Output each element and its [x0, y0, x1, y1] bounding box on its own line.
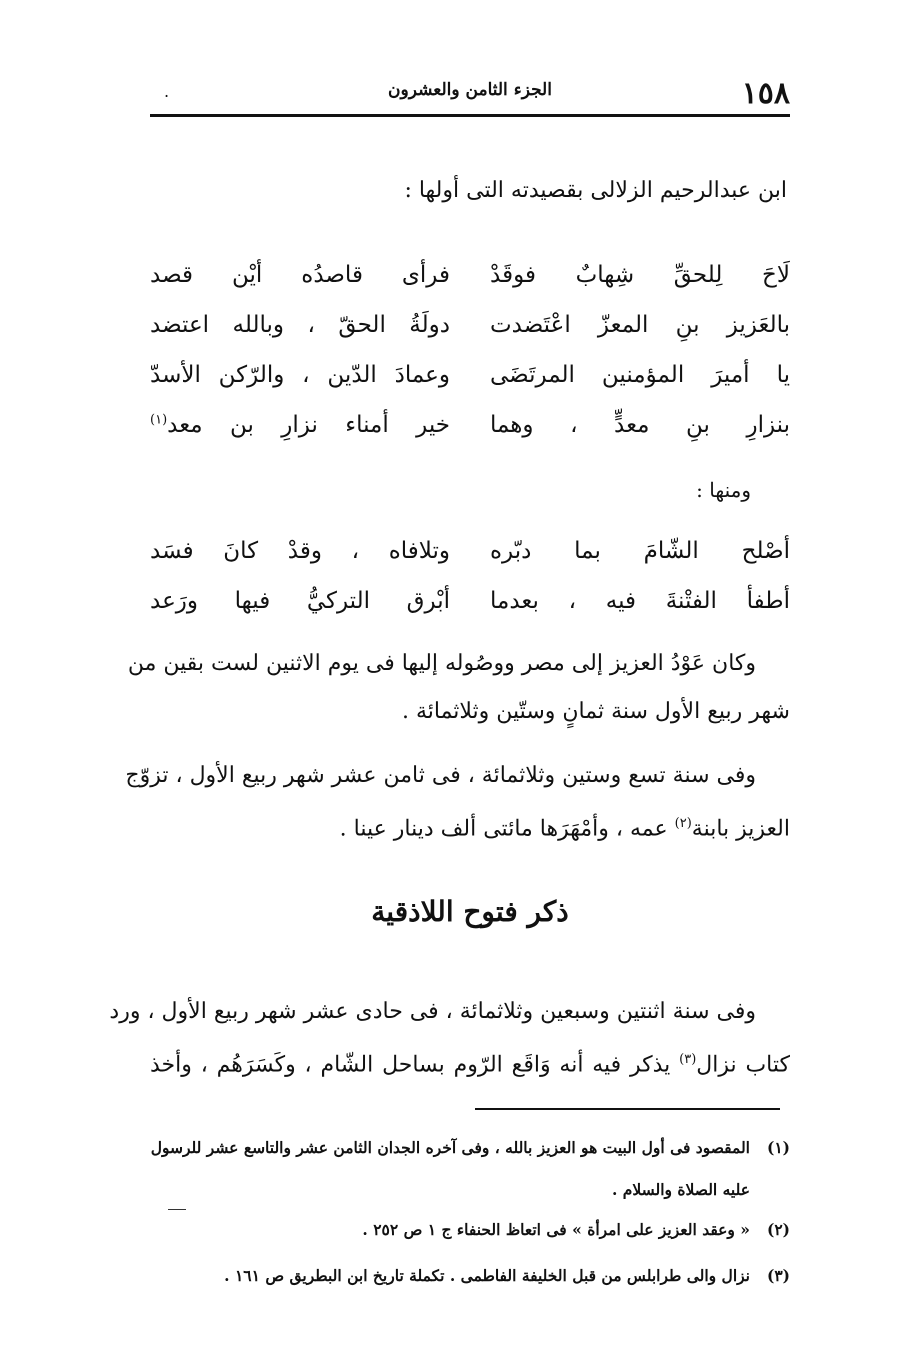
verse-second-hemistich: خير أمناء نزارِ بن معد: [167, 412, 450, 438]
paragraph-fragment: عمه ، وأمْهَرَها مائتى ألف دينار عينا .: [339, 816, 668, 842]
verse-line: [150, 262, 790, 318]
page-header: [150, 68, 790, 114]
paragraph-return: [127, 640, 790, 736]
footnote-number: (١): [766, 1138, 790, 1157]
footnote-ref-1: (١): [150, 412, 168, 428]
footnote-dash: [168, 1209, 186, 1210]
footnote-number: (٢): [766, 1220, 790, 1239]
verse-line: [150, 538, 790, 594]
footnote-number: (٣): [766, 1266, 790, 1285]
verse-first-hemistich: أطفأ الفتْنةَ فيه ، بعدما: [490, 588, 790, 614]
verse-second-hemistich: وتلافاه ، وقدْ كانَ فسَد: [150, 538, 450, 564]
verse-second-hemistich: دولَةُ الحقّ ، وبالله اعتضد: [150, 312, 450, 338]
paragraph-line: وفى سنة اثنتين وسبعين وثلاثمائة ، فى حادى عشر شهر ربيع الأول ، ورد: [109, 999, 756, 1024]
verse-line: [150, 362, 790, 418]
paragraph-fragment: يذكر فيه أنه وَاقَع الرّوم بساحل الشّام ، وكَسَرَهُم ، وأخذ: [150, 1052, 671, 1078]
verse-second-hemistich: فرأى قاصدُه أيْن قصد: [150, 262, 450, 288]
verse-line: [150, 588, 790, 644]
paragraph-latakia: [109, 988, 790, 1089]
verse-first-hemistich: يا أميرَ المؤمنين المرتَضَى: [490, 362, 790, 388]
verse-line: [150, 412, 790, 468]
minha-label: ومنها :: [696, 478, 751, 502]
verse-second-hemistich: وعمادَ الدّين ، والرّكن الأسدّ: [150, 362, 450, 388]
verse-second-hemistich: أبْرق التركيُّ فيها ورَعد: [150, 588, 450, 614]
header-dot: .: [164, 82, 170, 101]
verse-first-hemistich: بالعَزيز بنِ المعزّ اعْتَضدت: [490, 312, 790, 338]
paragraph-line: وفى سنة تسع وستين وثلاثمائة ، فى ثامن عشر شهر ربيع الأول ، تزوّج: [125, 763, 756, 788]
paragraph-line: وكان عَوْدُ العزيز إلى مصر ووصُوله إليها فى يوم الاثنين لست بقين من: [127, 651, 756, 676]
footnote-text: نزال والى طرابلس من قبل الخليفة الفاطمى . تكملة تاريخ ابن البطريق ص ١٦١ .: [224, 1266, 750, 1285]
header-rule: [150, 114, 790, 117]
intro-line: ابن عبدالرحيم الزلالى بقصيدته التى أولها :: [404, 178, 787, 203]
footnote-text: « وعقد العزيز على امرأة » فى اتعاظ الحنفاء ج ١ ص ٢٥٢ .: [362, 1220, 750, 1239]
section-heading: ذكر فتوح اللاذقية: [371, 895, 569, 928]
paragraph-line: شهر ربيع الأول سنة ثمانٍ وستّين وثلاثمائة .: [401, 699, 790, 724]
verse-first-hemistich: أصْلح الشّامَ بما دبّره: [490, 538, 790, 564]
footnote-text: عليه الصلاة والسلام .: [612, 1180, 750, 1199]
verse-second-hemistich-with-note: [150, 412, 450, 438]
footnote-separator: [475, 1108, 780, 1110]
paragraph-line: [150, 1036, 790, 1089]
paragraph-line: [150, 800, 790, 853]
footnote-text: المقصود فى أول البيت هو العزيز بالله ، وفى آخره الجدان الثامن عشر والتاسع عشر للرسول: [150, 1138, 750, 1157]
paragraph-fragment: كتاب نزال: [696, 1052, 790, 1078]
running-title: الجزء الثامن والعشرون: [388, 80, 552, 100]
footnote-ref-2: (٢): [674, 816, 692, 831]
verse-first-hemistich: بنزارِ بنِ معدٍّ ، وهما: [490, 412, 790, 438]
paragraph-marriage: [125, 752, 790, 853]
verse-line: [150, 312, 790, 368]
verse-first-hemistich: لَاحَ لِلحقِّ شِهابٌ فوقَدْ: [490, 262, 790, 288]
paragraph-fragment: العزيز بابنة: [691, 816, 790, 842]
page-number: ١٥٨: [741, 76, 790, 111]
footnote-ref-3: (٣): [679, 1052, 697, 1067]
